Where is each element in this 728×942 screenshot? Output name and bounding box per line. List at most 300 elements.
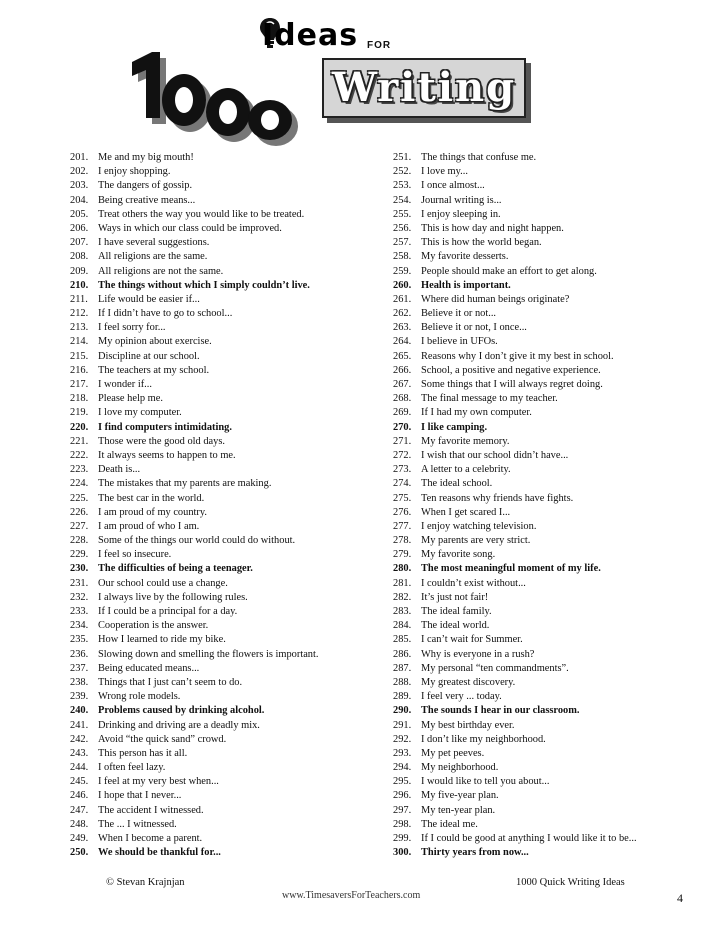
idea-text: Things that I just can’t seem to do. xyxy=(98,676,243,688)
idea-item xyxy=(70,378,390,392)
idea-number: 263. xyxy=(393,322,412,334)
idea-number: 269. xyxy=(393,407,412,419)
idea-item xyxy=(393,179,693,193)
idea-text: The things that confuse me. xyxy=(421,152,537,163)
idea-number: 237. xyxy=(70,662,89,674)
idea-item xyxy=(70,335,390,349)
idea-number: 204. xyxy=(70,194,89,206)
idea-item xyxy=(393,307,693,321)
idea-item xyxy=(70,548,390,562)
idea-item xyxy=(393,463,693,477)
idea-item xyxy=(393,534,693,548)
idea-number: 271. xyxy=(393,435,412,447)
idea-number: 247. xyxy=(70,804,89,816)
idea-number: 223. xyxy=(70,464,89,476)
idea-number: 272. xyxy=(393,449,412,461)
idea-number: 292. xyxy=(393,733,412,745)
idea-item xyxy=(393,719,693,733)
idea-item xyxy=(70,506,390,520)
idea-item xyxy=(70,250,390,264)
idea-text: My five-year plan. xyxy=(421,790,499,802)
idea-item xyxy=(393,562,693,576)
idea-number: 229. xyxy=(70,549,89,561)
idea-text: My favorite memory. xyxy=(421,435,510,447)
idea-number: 233. xyxy=(70,606,89,617)
writing-banner xyxy=(322,58,526,118)
idea-text: People should make an effort to get along. xyxy=(421,265,597,277)
idea-item xyxy=(70,265,390,279)
idea-text: Me and my big mouth! xyxy=(98,152,194,163)
idea-item xyxy=(70,676,390,690)
idea-text: Life would be easier if... xyxy=(98,293,200,305)
idea-number: 241. xyxy=(70,719,89,731)
idea-item xyxy=(393,662,693,676)
idea-item xyxy=(393,704,693,718)
idea-item xyxy=(393,222,693,236)
idea-text: Wrong role models. xyxy=(98,691,181,703)
idea-number: 222. xyxy=(70,449,89,461)
idea-number: 239. xyxy=(70,691,89,703)
idea-text: Avoid “the quick sand” crowd. xyxy=(98,733,227,745)
idea-item xyxy=(70,591,390,605)
idea-text: Death is... xyxy=(98,464,141,476)
idea-item xyxy=(393,151,693,165)
idea-number: 244. xyxy=(70,762,89,774)
idea-item xyxy=(70,789,390,803)
idea-text: The best car in the world. xyxy=(98,492,205,504)
idea-number: 288. xyxy=(393,676,412,688)
idea-number: 260. xyxy=(393,279,412,291)
idea-number: 300. xyxy=(393,847,412,859)
idea-item xyxy=(70,293,390,307)
idea-text: I often feel lazy. xyxy=(98,762,166,774)
idea-item xyxy=(393,676,693,690)
idea-text: The ... I witnessed. xyxy=(98,818,177,830)
idea-text: Believe it or not... xyxy=(421,308,497,320)
idea-text: The most meaningful moment of my life. xyxy=(421,563,601,575)
idea-number: 255. xyxy=(393,208,412,220)
idea-number: 286. xyxy=(393,648,412,660)
idea-text: Why is everyone in a rush? xyxy=(421,648,535,660)
idea-number: 289. xyxy=(393,691,412,703)
idea-item xyxy=(393,804,693,818)
idea-item xyxy=(393,846,693,860)
idea-number: 258. xyxy=(393,251,412,263)
idea-number: 297. xyxy=(393,804,412,816)
idea-text: The ideal world. xyxy=(421,620,490,632)
idea-item xyxy=(70,307,390,321)
idea-number: 246. xyxy=(70,790,89,802)
idea-text: I am proud of who I am. xyxy=(98,520,200,532)
idea-number: 215. xyxy=(70,350,89,362)
idea-number: 264. xyxy=(393,336,412,348)
idea-text: Drinking and driving are a deadly mix. xyxy=(98,719,260,731)
idea-item xyxy=(70,648,390,662)
page-number: 4 xyxy=(677,891,683,905)
writing-title: Writing xyxy=(331,64,517,111)
idea-text: Thirty years from now... xyxy=(421,847,529,859)
idea-text: Some of the things our world could do without. xyxy=(98,535,296,547)
idea-number: 218. xyxy=(70,393,89,405)
idea-text: If I didn’t have to go to school... xyxy=(98,308,233,320)
idea-item xyxy=(393,648,693,662)
idea-text: Ways in which our class could be improved. xyxy=(98,222,282,234)
idea-number: 296. xyxy=(393,790,412,802)
idea-text: All religions are the same. xyxy=(98,251,208,263)
idea-text: The difficulties of being a teenager. xyxy=(98,563,253,575)
idea-text: The mistakes that my parents are making. xyxy=(98,478,272,490)
idea-text: Where did human beings originate? xyxy=(421,293,570,305)
idea-text: All religions are not the same. xyxy=(98,265,224,277)
idea-number: 225. xyxy=(70,492,89,504)
idea-item xyxy=(70,435,390,449)
idea-number: 293. xyxy=(393,747,412,759)
idea-item xyxy=(393,789,693,803)
idea-text: I can’t wait for Summer. xyxy=(421,634,523,646)
idea-text: Please help me. xyxy=(98,393,163,405)
idea-item xyxy=(393,350,693,364)
idea-number: 285. xyxy=(393,634,412,646)
idea-text: I believe in UFOs. xyxy=(421,336,498,348)
idea-number: 281. xyxy=(393,577,412,589)
idea-item xyxy=(393,775,693,789)
idea-item xyxy=(70,392,390,406)
idea-number: 265. xyxy=(393,350,412,362)
idea-number: 276. xyxy=(393,506,412,518)
idea-number: 236. xyxy=(70,648,89,660)
idea-number: 226. xyxy=(70,506,89,518)
idea-text: I always live by the following rules. xyxy=(98,591,248,603)
idea-item xyxy=(393,619,693,633)
idea-number: 284. xyxy=(393,620,412,632)
idea-number: 224. xyxy=(70,478,89,490)
idea-item xyxy=(393,520,693,534)
idea-number: 268. xyxy=(393,393,412,405)
idea-item xyxy=(393,321,693,335)
idea-number: 267. xyxy=(393,379,412,390)
idea-item xyxy=(70,151,390,165)
idea-text: Reasons why I don’t give it my best in school. xyxy=(421,350,614,362)
idea-item xyxy=(393,477,693,491)
idea-text: The teachers at my school. xyxy=(98,364,210,376)
idea-item xyxy=(393,194,693,208)
idea-item xyxy=(393,279,693,293)
idea-item xyxy=(393,364,693,378)
idea-number: 210. xyxy=(70,279,89,291)
idea-text: I enjoy watching television. xyxy=(421,520,537,532)
idea-number: 277. xyxy=(393,520,412,532)
idea-number: 270. xyxy=(393,421,412,433)
idea-item xyxy=(70,236,390,250)
idea-number: 291. xyxy=(393,719,412,731)
idea-text: This person has it all. xyxy=(98,747,188,759)
idea-text: We should be thankful for... xyxy=(98,847,221,859)
idea-text: My parents are very strict. xyxy=(421,535,531,547)
idea-item xyxy=(70,350,390,364)
idea-item xyxy=(70,520,390,534)
idea-text: I wish that our school didn’t have... xyxy=(421,449,569,461)
idea-text: The ideal family. xyxy=(421,606,492,617)
idea-item xyxy=(70,577,390,591)
idea-item xyxy=(393,633,693,647)
idea-text: My ten-year plan. xyxy=(421,804,496,816)
idea-number: 234. xyxy=(70,620,89,632)
idea-text: I find computers intimidating. xyxy=(98,421,232,433)
idea-number: 266. xyxy=(393,364,412,376)
idea-number: 213. xyxy=(70,322,89,334)
idea-text: My best birthday ever. xyxy=(421,719,515,731)
idea-text: I feel very ... today. xyxy=(421,691,502,703)
idea-text: School, a positive and negative experience. xyxy=(421,364,601,376)
idea-item xyxy=(393,690,693,704)
idea-text: I like camping. xyxy=(421,421,488,433)
idea-text: A letter to a celebrity. xyxy=(421,464,511,476)
idea-item xyxy=(70,222,390,236)
idea-item xyxy=(70,208,390,222)
idea-number: 214. xyxy=(70,336,89,348)
idea-text: I enjoy shopping. xyxy=(98,166,171,178)
idea-text: If I could be a principal for a day. xyxy=(98,606,238,617)
idea-text: I feel at my very best when... xyxy=(98,776,219,788)
idea-item xyxy=(393,761,693,775)
idea-item xyxy=(393,392,693,406)
idea-item xyxy=(393,208,693,222)
idea-item xyxy=(393,577,693,591)
idea-item xyxy=(70,449,390,463)
idea-text: Cooperation is the answer. xyxy=(98,620,209,632)
idea-number: 262. xyxy=(393,308,412,320)
idea-text: The dangers of gossip. xyxy=(98,180,193,192)
idea-text: Those were the good old days. xyxy=(98,435,225,447)
idea-number: 251. xyxy=(393,152,412,163)
idea-number: 249. xyxy=(70,833,89,844)
idea-item xyxy=(393,236,693,250)
ideas-list-right xyxy=(393,151,693,860)
idea-number: 299. xyxy=(393,833,412,844)
idea-number: 273. xyxy=(393,464,412,476)
idea-item xyxy=(393,733,693,747)
ideas-title: Ideas xyxy=(262,18,359,53)
idea-item xyxy=(393,605,693,619)
idea-text: I once almost... xyxy=(421,180,485,192)
idea-text: This is how day and night happen. xyxy=(421,222,564,234)
idea-item xyxy=(70,463,390,477)
idea-number: 290. xyxy=(393,705,412,717)
idea-text: I am proud of my country. xyxy=(98,506,207,518)
idea-text: It always seems to happen to me. xyxy=(98,449,236,461)
idea-text: My opinion about exercise. xyxy=(98,336,212,348)
idea-text: Being creative means... xyxy=(98,194,196,206)
idea-item xyxy=(393,818,693,832)
idea-text: It’s just not fair! xyxy=(421,591,489,603)
idea-text: Treat others the way you would like to be treated. xyxy=(98,208,305,220)
idea-number: 203. xyxy=(70,180,89,192)
idea-item xyxy=(70,619,390,633)
idea-item xyxy=(70,662,390,676)
idea-text: I would like to tell you about... xyxy=(421,776,550,788)
idea-text: When I become a parent. xyxy=(98,833,203,844)
idea-number: 209. xyxy=(70,265,89,277)
idea-text: Being educated means... xyxy=(98,662,200,674)
idea-item xyxy=(393,492,693,506)
idea-text: Problems caused by drinking alcohol. xyxy=(98,705,265,717)
idea-text: I have several suggestions. xyxy=(98,237,210,249)
idea-item xyxy=(70,733,390,747)
idea-number: 261. xyxy=(393,293,412,305)
idea-text: Health is important. xyxy=(421,279,511,291)
idea-item xyxy=(393,165,693,179)
idea-number: 202. xyxy=(70,166,89,178)
idea-number: 228. xyxy=(70,535,89,547)
idea-item xyxy=(393,435,693,449)
idea-item xyxy=(393,250,693,264)
idea-text: Our school could use a change. xyxy=(98,577,228,589)
idea-number: 294. xyxy=(393,762,412,774)
idea-number: 283. xyxy=(393,606,412,617)
idea-text: Some things that I will always regret doing. xyxy=(421,379,603,390)
idea-text: I feel so insecure. xyxy=(98,549,172,561)
idea-text: The sounds I hear in our classroom. xyxy=(421,705,580,717)
idea-item xyxy=(70,690,390,704)
ideas-list-left xyxy=(70,151,390,860)
idea-item xyxy=(393,506,693,520)
idea-item xyxy=(393,293,693,307)
idea-text: How I learned to ride my bike. xyxy=(98,634,226,646)
idea-item xyxy=(70,633,390,647)
idea-text: I feel sorry for... xyxy=(98,322,166,334)
page-header xyxy=(0,0,728,150)
idea-text: The final message to my teacher. xyxy=(421,393,558,405)
idea-text: I wonder if... xyxy=(98,379,152,390)
idea-text: When I get scared I... xyxy=(421,506,511,518)
idea-text: I love my computer. xyxy=(98,407,182,419)
idea-item xyxy=(393,747,693,761)
idea-item xyxy=(393,832,693,846)
idea-text: This is how the world began. xyxy=(421,237,542,249)
idea-number: 219. xyxy=(70,407,89,419)
idea-number: 298. xyxy=(393,818,412,830)
idea-text: My personal “ten commandments”. xyxy=(421,662,569,674)
idea-item xyxy=(393,591,693,605)
idea-number: 252. xyxy=(393,166,412,178)
idea-text: My favorite song. xyxy=(421,549,496,561)
idea-text: My pet peeves. xyxy=(421,747,485,759)
idea-item xyxy=(70,406,390,420)
idea-number: 282. xyxy=(393,591,412,603)
idea-item xyxy=(393,378,693,392)
copyright-text: © Stevan Krajnjan xyxy=(106,877,185,888)
idea-number: 227. xyxy=(70,520,89,532)
idea-text: If I had my own computer. xyxy=(421,407,532,419)
idea-number: 257. xyxy=(393,237,412,249)
idea-number: 206. xyxy=(70,222,89,234)
book-title: 1000 Quick Writing Ideas xyxy=(516,877,625,888)
idea-number: 254. xyxy=(393,194,412,206)
idea-number: 212. xyxy=(70,308,89,320)
idea-text: My favorite desserts. xyxy=(421,251,509,263)
idea-item xyxy=(70,534,390,548)
idea-number: 248. xyxy=(70,818,89,830)
idea-number: 278. xyxy=(393,535,412,547)
idea-item xyxy=(70,492,390,506)
idea-number: 221. xyxy=(70,435,89,447)
idea-item xyxy=(70,194,390,208)
idea-text: If I could be good at anything I would like it to be... xyxy=(421,833,637,844)
idea-item xyxy=(70,364,390,378)
idea-number: 211. xyxy=(70,293,88,305)
idea-number: 238. xyxy=(70,676,89,688)
idea-item xyxy=(70,846,390,860)
idea-number: 201. xyxy=(70,152,89,163)
idea-item xyxy=(70,804,390,818)
idea-item xyxy=(70,832,390,846)
idea-item xyxy=(70,279,390,293)
idea-item xyxy=(70,719,390,733)
idea-number: 240. xyxy=(70,705,89,717)
idea-number: 259. xyxy=(393,265,412,277)
idea-number: 220. xyxy=(70,421,89,433)
idea-text: I don’t like my neighborhood. xyxy=(421,733,546,745)
idea-number: 235. xyxy=(70,634,89,646)
idea-number: 280. xyxy=(393,563,412,575)
idea-number: 287. xyxy=(393,662,412,674)
idea-text: The accident I witnessed. xyxy=(98,804,204,816)
idea-text: I couldn’t exist without... xyxy=(421,577,526,589)
idea-number: 207. xyxy=(70,237,89,249)
idea-text: My neighborhood. xyxy=(421,762,499,774)
idea-item xyxy=(70,477,390,491)
idea-number: 216. xyxy=(70,364,89,376)
idea-item xyxy=(70,165,390,179)
idea-number: 242. xyxy=(70,733,89,745)
website-link[interactable]: www.TimesaversForTeachers.com xyxy=(282,890,421,901)
idea-text: The ideal me. xyxy=(421,818,478,830)
idea-number: 295. xyxy=(393,776,412,788)
idea-item xyxy=(70,747,390,761)
idea-number: 253. xyxy=(393,180,412,192)
idea-number: 205. xyxy=(70,208,89,220)
idea-number: 256. xyxy=(393,222,412,234)
idea-item xyxy=(70,179,390,193)
idea-number: 243. xyxy=(70,747,89,759)
idea-text: I enjoy sleeping in. xyxy=(421,208,501,220)
idea-item xyxy=(70,704,390,718)
idea-text: The ideal school. xyxy=(421,478,493,490)
idea-number: 230. xyxy=(70,563,89,575)
idea-item xyxy=(393,265,693,279)
idea-item xyxy=(393,421,693,435)
idea-item xyxy=(70,818,390,832)
idea-number: 245. xyxy=(70,776,89,788)
idea-number: 232. xyxy=(70,591,89,603)
idea-item xyxy=(393,449,693,463)
idea-item xyxy=(70,421,390,435)
idea-item xyxy=(393,335,693,349)
idea-item xyxy=(70,321,390,335)
idea-text: My greatest discovery. xyxy=(421,676,516,688)
idea-text: Believe it or not, I once... xyxy=(421,322,527,334)
idea-number: 208. xyxy=(70,251,89,263)
idea-item xyxy=(70,605,390,619)
idea-text: Journal writing is... xyxy=(421,194,502,206)
idea-item xyxy=(393,406,693,420)
idea-item xyxy=(70,761,390,775)
idea-item xyxy=(393,548,693,562)
idea-text: I hope that I never... xyxy=(98,790,182,802)
idea-number: 250. xyxy=(70,847,89,859)
idea-text: I love my... xyxy=(421,166,468,178)
idea-text: Discipline at our school. xyxy=(98,350,200,362)
